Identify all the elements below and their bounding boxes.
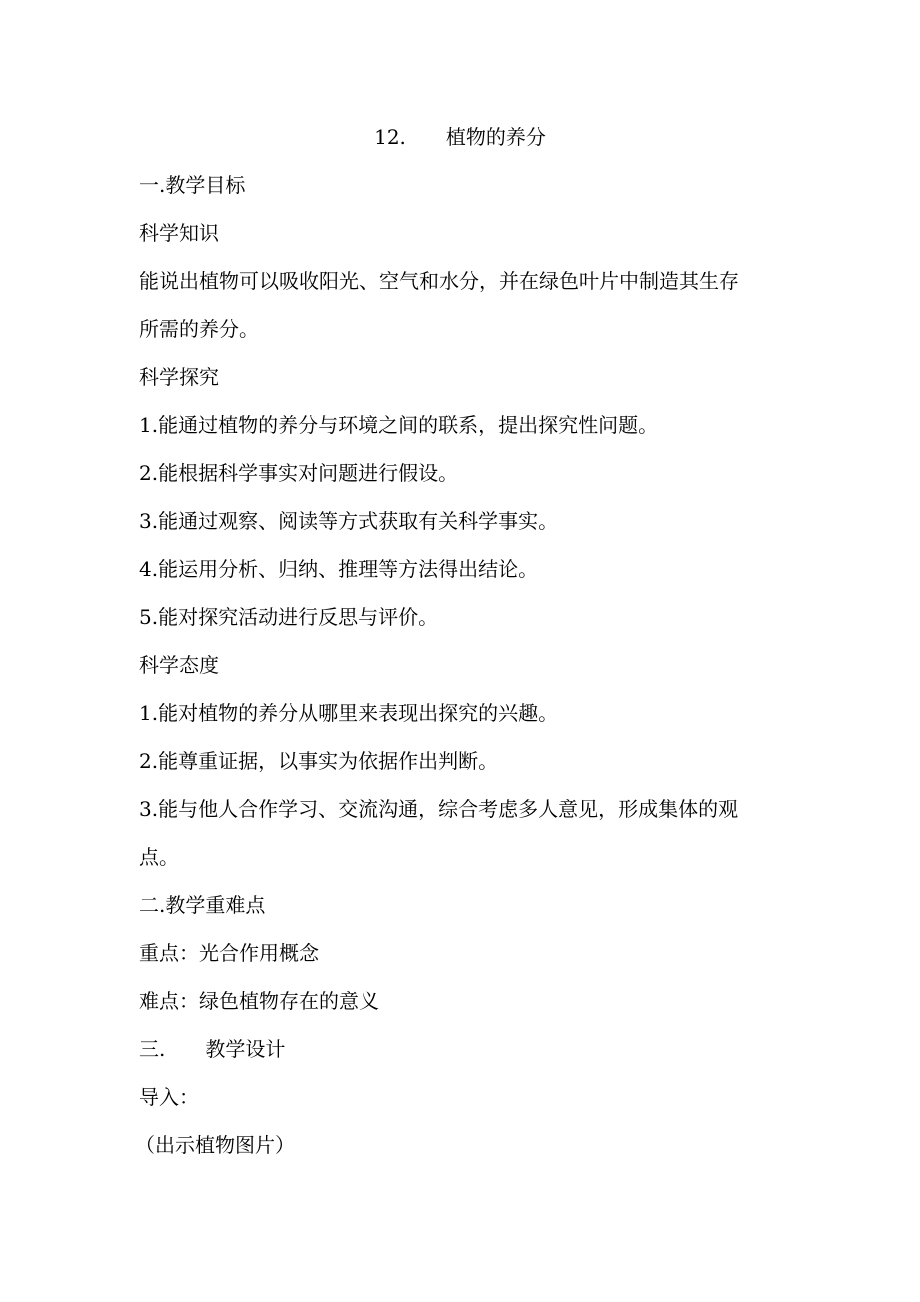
paragraph-line: 能说出植物可以吸收阳光、空气和水分，并在绿色叶片中制造其生存 <box>139 269 739 293</box>
intro-label: 导入： <box>139 1085 199 1109</box>
section-heading-objectives: 一.教学目标 <box>139 173 246 197</box>
list-item: 4.能运用分析、归纳、推理等方法得出结论。 <box>139 557 539 581</box>
section3-number: 三. <box>139 1037 166 1061</box>
difficult-point: 难点：绿色植物存在的意义 <box>139 989 379 1013</box>
section-heading-key-points: 二.教学重难点 <box>139 893 266 917</box>
list-item: 1.能对植物的养分从哪里来表现出探究的兴趣。 <box>139 701 559 725</box>
subheading-attitude: 科学态度 <box>139 653 219 677</box>
list-item: 3.能通过观察、阅读等方式获取有关科学事实。 <box>139 509 559 533</box>
list-item: 2.能尊重证据，以事实为依据作出判断。 <box>139 749 499 773</box>
document-title <box>0 125 920 149</box>
list-item: 3.能与他人合作学习、交流沟通，综合考虑多人意见，形成集体的观 <box>139 797 739 821</box>
list-item: 2.能根据科学事实对问题进行假设。 <box>139 461 459 485</box>
intro-note: （出示植物图片） <box>135 1133 295 1157</box>
section3-text: 教学设计 <box>205 1037 286 1061</box>
paragraph-line: 点。 <box>139 845 179 869</box>
title-number: 12. <box>374 125 406 149</box>
list-item: 1.能通过植物的养分与环境之间的联系，提出探究性问题。 <box>139 413 659 437</box>
subheading-knowledge: 科学知识 <box>139 221 219 245</box>
section-heading-design <box>139 1037 789 1061</box>
subheading-inquiry: 科学探究 <box>139 365 219 389</box>
key-point: 重点：光合作用概念 <box>139 941 319 965</box>
list-item: 5.能对探究活动进行反思与评价。 <box>139 605 439 629</box>
title-text: 植物的养分 <box>445 125 546 149</box>
paragraph-line: 所需的养分。 <box>139 317 259 341</box>
